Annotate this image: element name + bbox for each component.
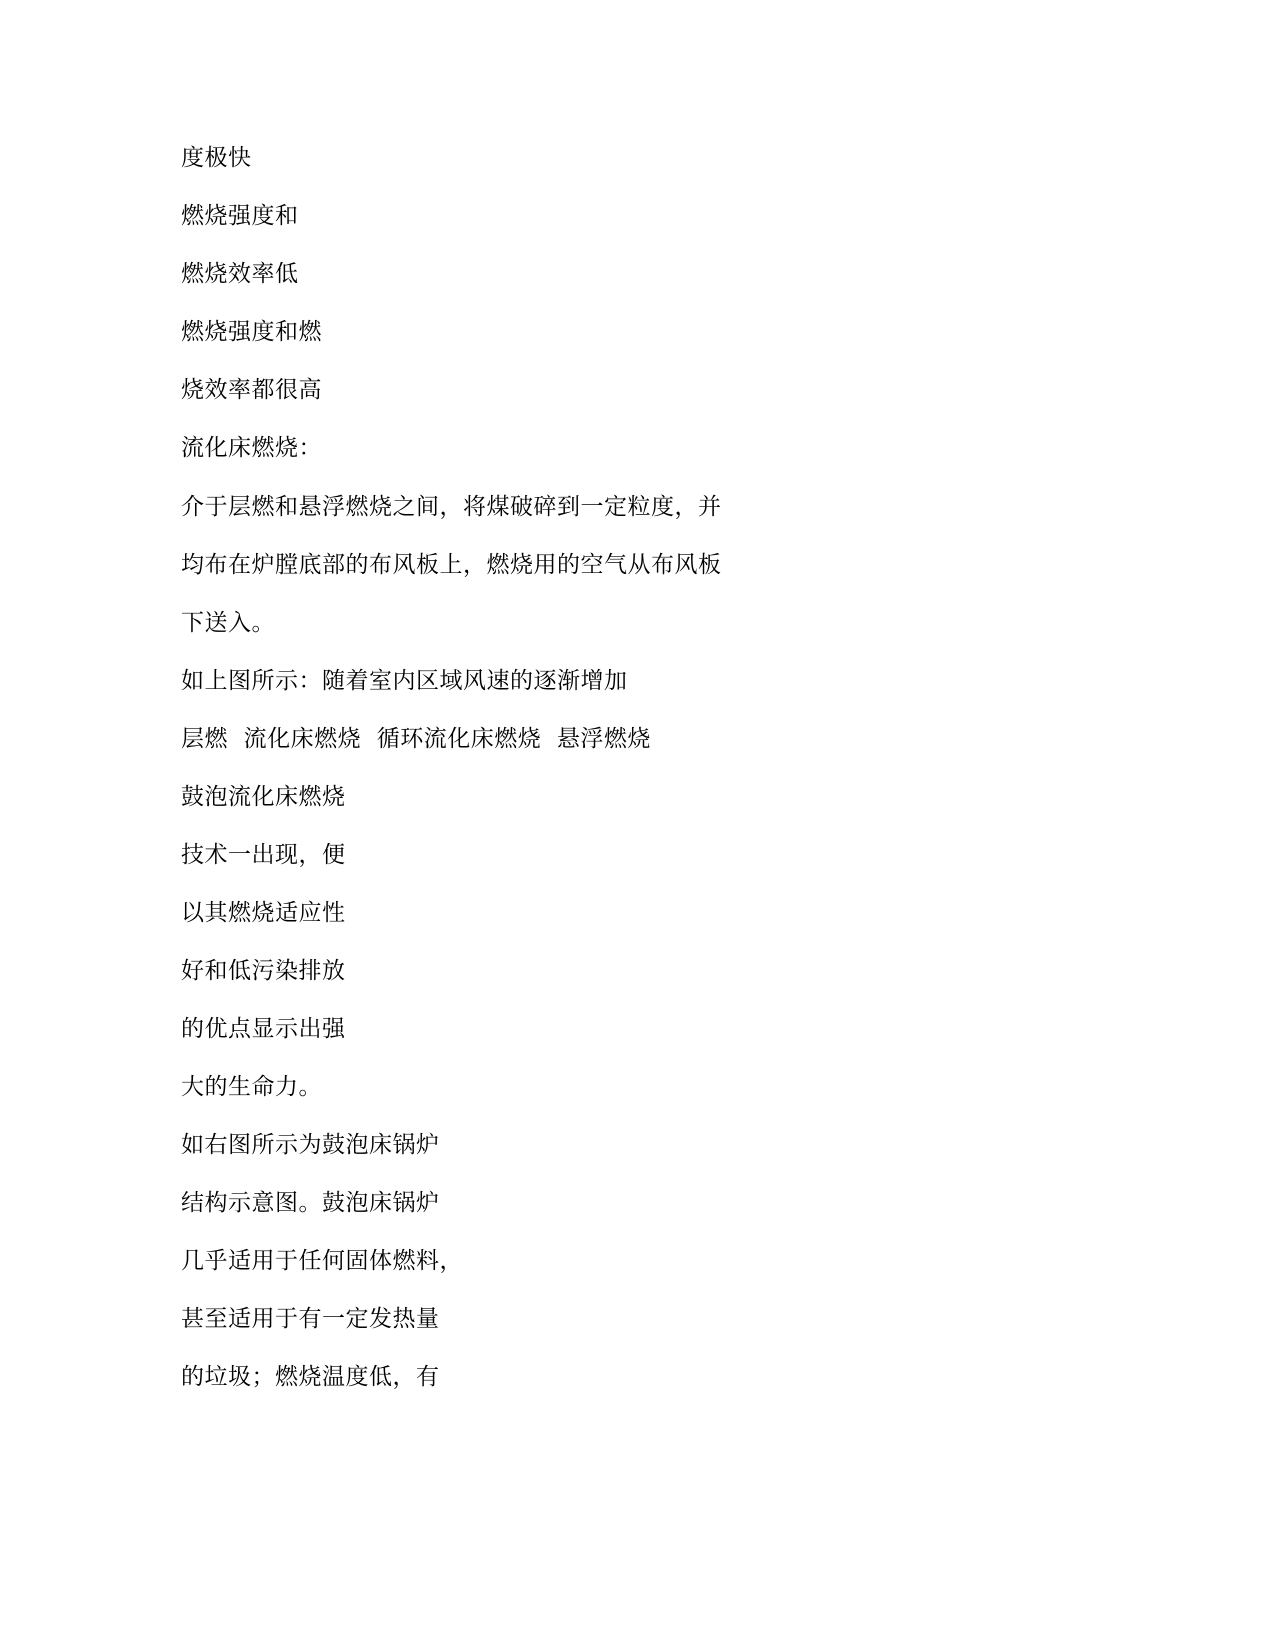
text-line: 介于层燃和悬浮燃烧之间，将煤破碎到一定粒度，并: [181, 494, 722, 520]
text-line: 大的生命力。: [181, 1074, 322, 1100]
text-line: 的优点显示出强: [181, 1016, 346, 1042]
text-line: 技术一出现，便: [181, 842, 346, 868]
text-line: 燃烧强度和燃: [181, 319, 322, 345]
text-line: 层燃 流化床燃烧 循环流化床燃烧 悬浮燃烧: [181, 726, 651, 752]
text-line: 烧效率都很高: [181, 377, 322, 403]
text-line: 好和低污染排放: [181, 958, 346, 984]
text-line: 燃烧强度和: [181, 203, 299, 229]
text-line: 燃烧效率低: [181, 261, 299, 287]
text-line: 甚至适用于有一定发热量: [181, 1306, 440, 1332]
text-line: 几乎适用于任何固体燃料，: [181, 1248, 463, 1274]
text-line: 下送入。: [181, 610, 275, 636]
section-heading: 流化床燃烧：: [181, 435, 322, 461]
text-line: 鼓泡流化床燃烧: [181, 784, 346, 810]
text-line: 如右图所示为鼓泡床锅炉: [181, 1132, 440, 1158]
text-line: 以其燃烧适应性: [181, 900, 346, 926]
text-line: 度极快: [181, 145, 252, 171]
text-line: 的垃圾；燃烧温度低，有: [181, 1364, 440, 1390]
text-line: 均布在炉膛底部的布风板上，燃烧用的空气从布风板: [181, 552, 722, 578]
text-line: 如上图所示：随着室内区域风速的逐渐增加: [181, 668, 628, 694]
text-line: 结构示意图。鼓泡床锅炉: [181, 1190, 440, 1216]
